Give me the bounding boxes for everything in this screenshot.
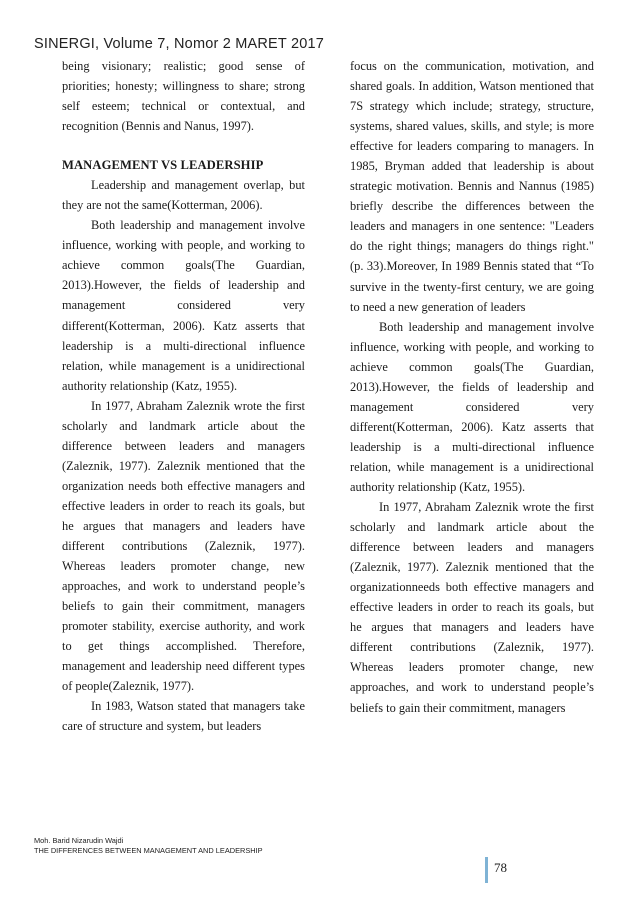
page-number-bar	[485, 857, 488, 883]
volume-info: , Volume 7, Nomor 2 MARET 2017	[95, 36, 325, 52]
paragraph: Both leadership and management involve influence, working with people, and working to achieve common goals(The Guardian, 2013).However, the fields of leadership and management considered very different(Kotterman, 2006). Katz asserts that leadership is a multi-directional influence relation, while management is a unidirectional authority relationship (Katz, 1955).	[62, 218, 305, 393]
section-heading: MANAGEMENT VS LEADERSHIP	[62, 158, 264, 173]
paragraph: In 1977, Abraham Zaleznik wrote the first scholarly and landmark article about the difference between leaders and managers (Zaleznik, 1977). Zaleznik mentioned that the organizationneeds both effective managers and effective leaders in order to reach its goals, but he argues that managers and leaders have different contributions (Zaleznik, 1977). Whereas leaders promoter change, new approaches, and work to understand people’s beliefs to gain their commitment, managers	[350, 500, 594, 715]
journal-name: SINERGI	[34, 36, 96, 52]
paragraph: Both leadership and management involve influence, working with people, and working to achieve common goals(The Guardian, 2013).However, the fields of leadership and management considered very different(Kotterman, 2006). Katz asserts that leadership is a multi-directional influence relation, while management is a unidirectional authority relationship (Katz, 1955).	[350, 319, 594, 494]
footer-author: Moh. Barid Nizarudin Wajdi	[34, 836, 124, 845]
paragraph: In 1983, Watson stated that managers take care of structure and system, but leaders	[62, 699, 305, 734]
paragraph: In 1977, Abraham Zaleznik wrote the first scholarly and landmark article about the difference between leaders and managers (Zaleznik, 1977). Zaleznik mentioned that the organization needs both effective managers and effective leaders in order to reach its goals, but he argues that managers and leaders have different contributions (Zaleznik, 1977). Whereas leaders promoter change, new approaches, and work to understand people’s beliefs to gain their commitment, managers promoter stability, exercise authority, and work to get things accomplished. Therefore, management and leadership need different types of people(Zaleznik, 1977).	[62, 398, 305, 694]
left-column	[62, 56, 305, 737]
paragraph: Leadership and management overlap, but they are not the same(Kotterman, 2006).	[62, 178, 305, 213]
right-column	[350, 56, 594, 718]
running-footer	[34, 836, 263, 856]
paragraph-intro: being visionary; realistic; good sense of priorities; honesty; willingness to share; strong self esteem; technical or contextual, and recognition (Bennis and Nanus, 1997).	[62, 59, 305, 134]
paragraph-continued: focus on the communication, motivation, and shared goals. In addition, Watson mentioned that 7S strategy which include; strategy, structure, systems, shared values, skills, and style; is more effective for leaders comparing to managers. In 1985, Bryman added that leadership is about strategic motivation. Bennis and Nannus (1985) briefly describe the differences between the leaders and managers in one sentence: "Leaders do the right things; managers do things right." (p. 33).Moreover, In 1989 Bennis stated that “To survive in the twenty-first century, we are going to need a new generation of leaders	[350, 59, 594, 314]
page-number: 78	[494, 860, 507, 875]
spacer	[62, 136, 305, 155]
footer-title: THE DIFFERENCES BETWEEN MANAGEMENT AND LEADERSHIP	[34, 846, 263, 855]
running-header	[34, 36, 614, 52]
